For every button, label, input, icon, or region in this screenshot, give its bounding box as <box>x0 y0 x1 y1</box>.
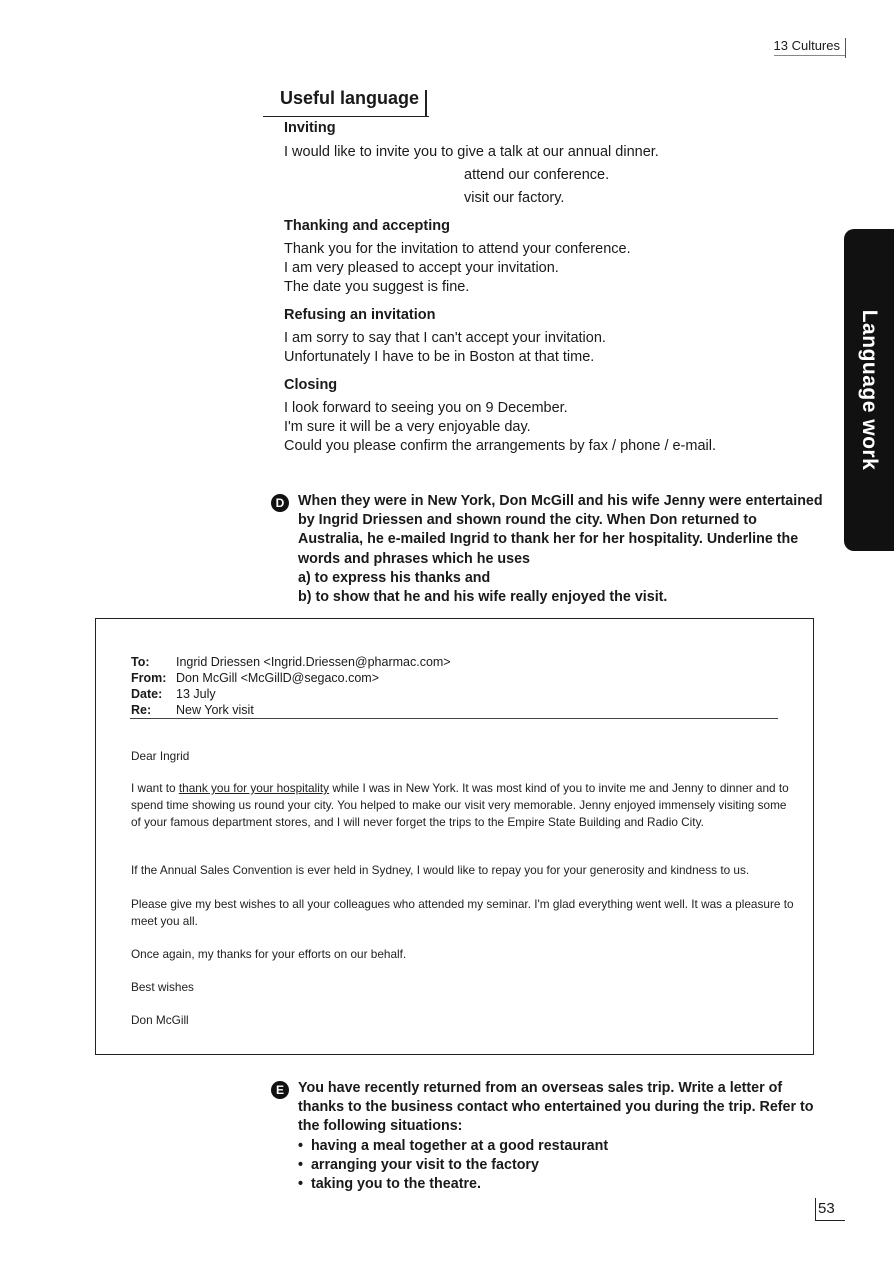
email-salutation: Dear Ingrid <box>131 749 190 763</box>
email-to-value: Ingrid Driessen <Ingrid.Driessen@pharmac.com> <box>176 655 451 669</box>
section-title-closing: Closing <box>284 377 338 393</box>
email-from-label: From: <box>131 671 167 685</box>
bullet-item: • having a meal together at a good restaurant <box>298 1137 609 1154</box>
email-date-label: Date: <box>131 687 163 701</box>
phrase-line: I'm sure it will be a very enjoyable day. <box>284 419 531 435</box>
exercise-d-instructions: When they were in New York, Don McGill and his wife Jenny were entertained by Ingrid Driessen and shown round the city. When Don returned to Australia, he e-mailed Ingrid to thank her for her hospitality. Underline the words and phrases which he uses a) to express his thanks and b) to show that he and his wife really enjoyed the visit. <box>298 493 823 606</box>
email-paragraph-1: I want to thank you for your hospitality while I was in New York. It was most kind of you to invite me and Jenny to dinner and to spend time showing us round your city. You helped to make our visit very memorable. Jenny enjoyed immensely visiting some of your famous department stores, and I will never forget the trips to the Empire State Building and Radio City. <box>131 781 789 829</box>
page-number: 53 <box>818 1200 835 1217</box>
underlined-phrase: thank you for your hospitality <box>178 781 330 795</box>
bullet-item: • arranging your visit to the factory <box>298 1156 539 1173</box>
email-from-value: Don McGill <McGillD@segaco.com> <box>176 671 380 685</box>
heading-underline <box>263 116 429 117</box>
phrase-line: visit our factory. <box>464 190 565 206</box>
email-signature: Don McGill <box>131 1013 189 1027</box>
phrase-line: I would like to invite you to give a talk at our annual dinner. <box>284 144 659 160</box>
email-paragraph-4: Once again, my thanks for your efforts on our behalf. <box>131 947 407 961</box>
phrase-line: Could you please confirm the arrangements by fax / phone / e-mail. <box>284 438 717 454</box>
phrase-line: The date you suggest is fine. <box>284 279 470 295</box>
email-date-value: 13 July <box>176 687 216 701</box>
email-subject-label: Re: <box>131 703 152 717</box>
email-to-label: To: <box>131 655 150 669</box>
phrase-line: I look forward to seeing you on 9 December. <box>284 400 568 416</box>
exercise-badge-e: E <box>271 1081 289 1099</box>
email-paragraph-2: If the Annual Sales Convention is ever held in Sydney, I would like to repay you for your generosity and kindness to us. <box>131 863 750 877</box>
phrase-line: I am very pleased to accept your invitation. <box>284 260 559 276</box>
running-header <box>774 38 846 56</box>
email-closing: Best wishes <box>131 980 194 994</box>
phrase-line: Thank you for the invitation to attend your conference. <box>284 241 631 257</box>
heading-hook <box>425 90 427 116</box>
phrase-line: attend our conference. <box>464 167 610 183</box>
section-title-refusing: Refusing an invitation <box>284 307 436 323</box>
section-side-tab <box>844 229 894 551</box>
useful-language-heading: Useful language <box>280 88 420 108</box>
email-paragraph-3: Please give my best wishes to all your colleagues who attended my seminar. I'm glad everything went well. It was a pleasure to meet you all. <box>131 897 794 928</box>
phrase-line: Unfortunately I have to be in Boston at that time. <box>284 349 595 365</box>
section-title-inviting: Inviting <box>284 120 336 136</box>
exercise-badge-d: D <box>271 494 289 512</box>
exercise-e-instructions: You have recently returned from an overseas sales trip. Write a letter of thanks to the business contact who entertained you during the trip. Refer to the following situations: • having a meal together at a good restaurant • arranging your visit to the factory • taking you to the theatre. <box>298 1079 828 1194</box>
side-tab-label: Language work <box>858 309 881 471</box>
email-subject-value: New York visit <box>176 703 254 717</box>
chapter-title: 13 Cultures <box>773 38 840 53</box>
bullet-item: • taking you to the theatre. <box>298 1176 481 1193</box>
section-title-thanking: Thanking and accepting <box>284 218 450 234</box>
email-header-divider <box>130 718 778 719</box>
phrase-line: I am sorry to say that I can't accept your invitation. <box>284 330 606 346</box>
